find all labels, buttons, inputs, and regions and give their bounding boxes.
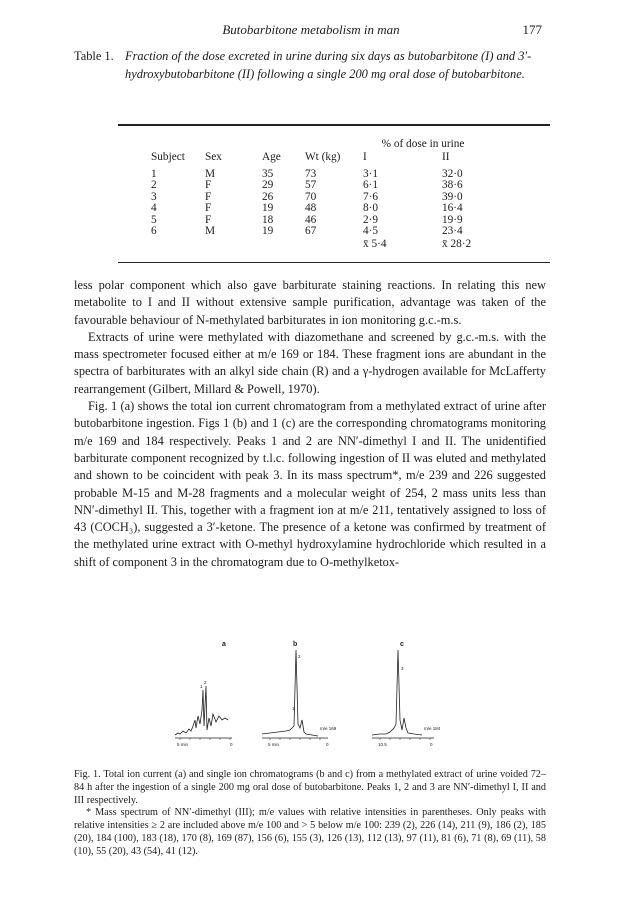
figure-caption: Fig. 1. Total ion current (a) and single ion chromatograms (b and c) from a methylated extract of urine voided 72–84 h after the ingestion of a single 200 mg oral dose of butobarbitone. Peaks 1, 2 and 3 are NN′-dimethyl I, II and III respectively. — [74, 769, 546, 806]
trace-a — [175, 686, 232, 738]
table-cell: 8·0 — [363, 202, 379, 215]
table-cell: 2 — [151, 179, 157, 192]
table-cell: 38·6 — [442, 179, 463, 192]
table-cell: 4·5 — [363, 225, 379, 237]
panel-a-letter: a — [222, 641, 226, 648]
table-cell: 6·1 — [363, 179, 379, 192]
footnote: * Mass spectrum of NN′-dimethyl (III); m/e values with relative intensities in parentheses. Only peaks with relative intensities ≥ 2 are included above m/e 100 and > 5 below m/e 100: 239 (2), 226 (14), 211 (9), 186 (2), 185 (20), 184 (100), 183 (18), 170 (8), 169 (87), 156 (6), 155 (3), 126 (13), 112 (13), 97 (11), 81 (6), 71 (8), 69 (11), 58 (10), 55 (20), 43 (54), 41 (12). — [74, 807, 546, 857]
table-cell: 16·4 — [442, 202, 463, 215]
panel-a-time: 5 min — [177, 742, 189, 747]
panel-b-ion: m/e 169 — [320, 726, 337, 731]
table-cell: 39·0 — [442, 190, 463, 203]
table-cell: 5 — [151, 213, 157, 226]
panel-c-ion: m/e 184 — [424, 726, 441, 731]
table-cell: 46 — [305, 213, 317, 226]
table-cell: 29 — [262, 179, 274, 192]
table-cell: 4 — [151, 202, 157, 215]
peak-label-2: 2 — [204, 680, 207, 685]
table-cell: 19·9 — [442, 213, 463, 226]
table-mean: x̄ 28·2 — [442, 238, 472, 250]
table-cell: 19 — [262, 225, 274, 237]
trace-b — [262, 650, 328, 738]
table-column-header: Age — [262, 151, 281, 163]
table-cell: 1 — [151, 168, 157, 180]
table-bottom-rule — [118, 262, 550, 263]
table-cell: 57 — [305, 179, 317, 192]
peak-label-3-c: 3 — [401, 666, 404, 671]
table-cell: 3 — [151, 190, 157, 203]
panel-b-time: 5 min — [268, 742, 280, 747]
body-paragraph: Fig. 1 (a) shows the total ion current chromatogram from a methylated extract of urine after butobarbitone ingestion. Figs 1 (b) and 1 (c) are the corresponding chromatograms monitoring m/e 169 and 184 respectively. Peaks 1 and 2 are NN′-dimethyl I and II. The unidentified barbiturate component recognized by t.l.c. following ingestion of II was eluted and methylated and shown to be coincident with peak 3. In its mass spectrum*, m/e 239 and 226 suggested probable M-15 and M-28 fragments and a molecular weight of 254, 2 mass units less than NN′-dimethyl II. This, together with a fragment ion at m/e 211, tentatively assigned to loss of 43 (COCH₃), suggested a 3′-ketone. The presence of a ketone was confirmed by treatment of the methylated urine extract with O-methyl hydroxylamine hydrochloride which resulted in a shift of component 3 in the chromatogram due to O-methylketox- — [74, 399, 546, 569]
table-cell: M — [205, 225, 216, 237]
table-cell: 3·1 — [363, 168, 379, 180]
chromatogram-figure — [150, 640, 470, 748]
table-cell: 6 — [151, 225, 157, 237]
table-caption — [74, 48, 546, 83]
table-column-header: Sex — [205, 151, 222, 163]
table-column-header: II — [442, 151, 450, 163]
table-cell: F — [205, 202, 212, 215]
page-number: 177 — [522, 22, 542, 37]
panel-c-zero: 0 — [430, 742, 433, 747]
panel-b-zero: 0 — [326, 742, 329, 747]
table-mean: x̄ 5·4 — [363, 238, 387, 250]
table-cell: 18 — [262, 213, 274, 226]
peak-label-1: 1 — [200, 684, 203, 689]
peak-label-2-b: 2 — [298, 654, 301, 659]
panel-a-zero: 0 — [230, 742, 233, 747]
trace-c — [372, 650, 434, 738]
table-cell: 2·9 — [363, 213, 379, 226]
table-cell: 32·0 — [442, 168, 463, 180]
table-cell: 23·4 — [442, 225, 463, 237]
body-paragraph: Extracts of urine were methylated with diazomethane and screened by g.c.-m.s. with the mass spectrometer focused either at m/e 169 or 184. These fragment ions are abundant in the spectra of barbiturates with an alkyl side chain (R) and a γ-hydrogen available for McLafferty rearrangement (Gilbert, Millard & Powell, 1970). — [74, 329, 546, 396]
table-cell: 19 — [262, 202, 274, 215]
table-cell: 7·6 — [363, 190, 379, 203]
table-cell: 35 — [262, 168, 274, 180]
panel-c-time: 10.5 — [378, 742, 387, 747]
peak-label-1-b: 1 — [292, 706, 295, 711]
table-label: Table 1. — [74, 49, 114, 63]
table-cell: 70 — [305, 190, 317, 203]
table-cell: F — [205, 179, 212, 192]
table-cell: 48 — [305, 202, 317, 215]
table-cell: M — [205, 168, 216, 180]
table-cell: F — [205, 190, 212, 203]
table-cell: 67 — [305, 225, 317, 237]
table-cell: 73 — [305, 168, 317, 180]
body-paragraph: less polar component which also gave barbiturate staining reactions. In relating this new metabolite to I and II without extensive sample purification, advantage was taken of the favourable behaviour of N-methylated barbiturates in ion monitoring g.c.-m.s. — [74, 278, 546, 327]
table-top-rule — [118, 124, 550, 126]
table-column-header: Subject — [151, 151, 185, 163]
panel-b-letter: b — [293, 641, 298, 648]
table-column-header: I — [363, 151, 367, 163]
body-text — [74, 277, 546, 571]
table-span-header: % of dose in urine — [381, 138, 465, 150]
table-caption-text: Fraction of the dose excreted in urine during six days as butobarbitone (I) and 3′-hydroxybutobarbitone (II) following a single 200 mg oral dose of butobarbitone. — [125, 49, 532, 81]
running-header — [80, 22, 542, 40]
running-title: Butobarbitone metabolism in man — [222, 22, 400, 37]
table-cell: F — [205, 213, 212, 226]
panel-c-letter: c — [400, 641, 404, 648]
table-column-header: Wt (kg) — [305, 151, 341, 163]
table-cell: 26 — [262, 190, 274, 203]
